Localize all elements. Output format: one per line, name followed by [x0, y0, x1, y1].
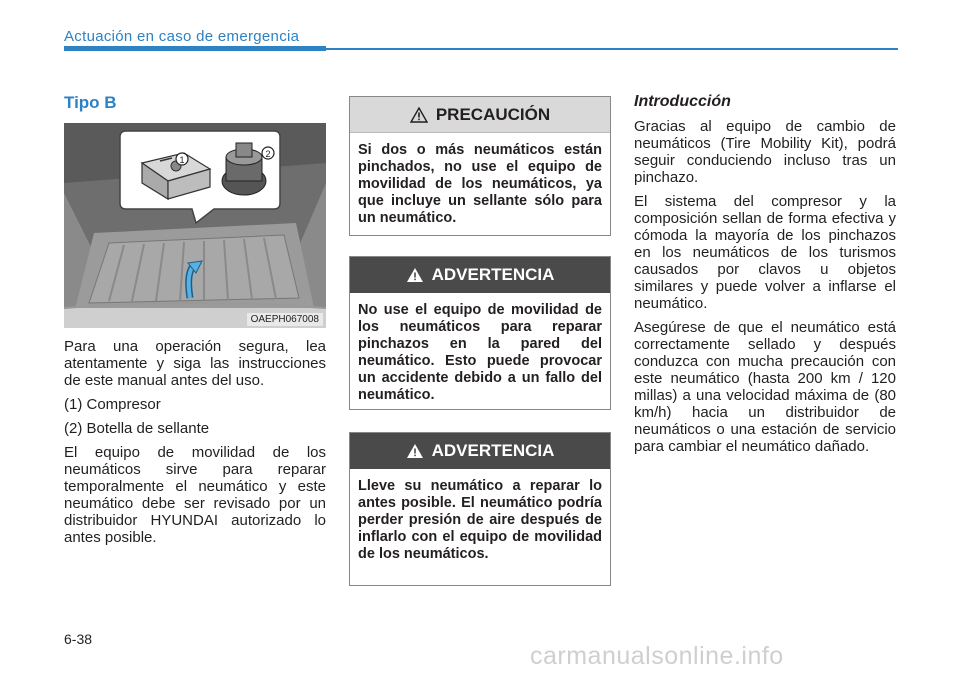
section-title: Actuación en caso de emergencia	[64, 28, 300, 45]
paragraph: Asegúrese de que el neumático está correctamente sellado y después conduzca con mucha precaución con este neumático (hasta 200 km / 120 millas) a una velocidad máxima de (80 km/h) hacia un distribuidor de neumáticos o una estación de servicio para cambiar el neumático dañado.	[634, 319, 896, 455]
warning-triangle-icon	[406, 443, 424, 459]
warning-text: No use el equipo de movilidad de los neumáticos para reparar pinchazos en la pared del neumático. Esto puede provocar un accidente debido a un fallo del neumático.	[358, 302, 602, 403]
trunk-drawing	[64, 123, 326, 328]
paragraph: Para una operación segura, lea atentamente y siga las instrucciones de este manual antes del uso.	[64, 338, 326, 389]
figure-code: OAEPH067008	[247, 313, 323, 326]
paragraph: El sistema del compresor y la composición sellan de forma efectiva y cómoda la mayoría de los pinchazos en los neumáticos de los turismos causados por clavos u objetos similares y puede volver a inflarse el neumático.	[634, 193, 896, 312]
list-item: (1) Compresor	[64, 396, 161, 413]
watermark: carmanualsonline.info	[530, 642, 784, 670]
warning-box-header	[350, 257, 610, 293]
warning-text: Lleve su neumático a reparar lo antes posible. El neumático podría perder presión de aire después de inflarlo con el equipo de movilidad de los neumáticos.	[358, 478, 602, 562]
warning-triangle-icon	[406, 267, 424, 283]
warning-title: ADVERTENCIA	[431, 441, 555, 460]
callout-1: 1	[179, 155, 185, 165]
caution-box-header	[350, 97, 610, 133]
paragraph: Gracias al equipo de cambio de neumáticos (Tire Mobility Kit), podrá seguir conduciendo incluso tras un pinchazo.	[634, 118, 896, 186]
paragraph: El equipo de movilidad de los neumáticos sirve para reparar temporalmente el neumático y este neumático debe ser revisado por un distribuidor HYUNDAI autorizado lo antes posible.	[64, 444, 326, 546]
left-column-text	[64, 338, 326, 553]
warning-title: ADVERTENCIA	[431, 265, 555, 284]
warning-box-2	[349, 432, 611, 586]
header-accent-bar	[64, 46, 326, 51]
caution-title: PRECAUCIÓN	[435, 104, 551, 124]
list-item: (2) Botella de sellante	[64, 420, 210, 437]
type-heading: Tipo B	[64, 93, 117, 112]
warning-box-header	[350, 433, 610, 469]
intro-heading: Introducción	[634, 93, 731, 110]
callout-2: 2	[265, 149, 271, 159]
warning-box-1	[349, 256, 611, 410]
right-column-text	[634, 118, 896, 462]
warning-triangle-icon	[410, 107, 428, 123]
caution-box	[349, 96, 611, 236]
caution-text: Si dos o más neumáticos están pinchados, no use el equipo de movilidad de los neumáticos, ya que incluye un sellante sólo para un neumático.	[358, 142, 602, 226]
page-number: 6-38	[64, 631, 93, 647]
trunk-illustration	[64, 123, 326, 328]
header-rule	[326, 48, 898, 50]
